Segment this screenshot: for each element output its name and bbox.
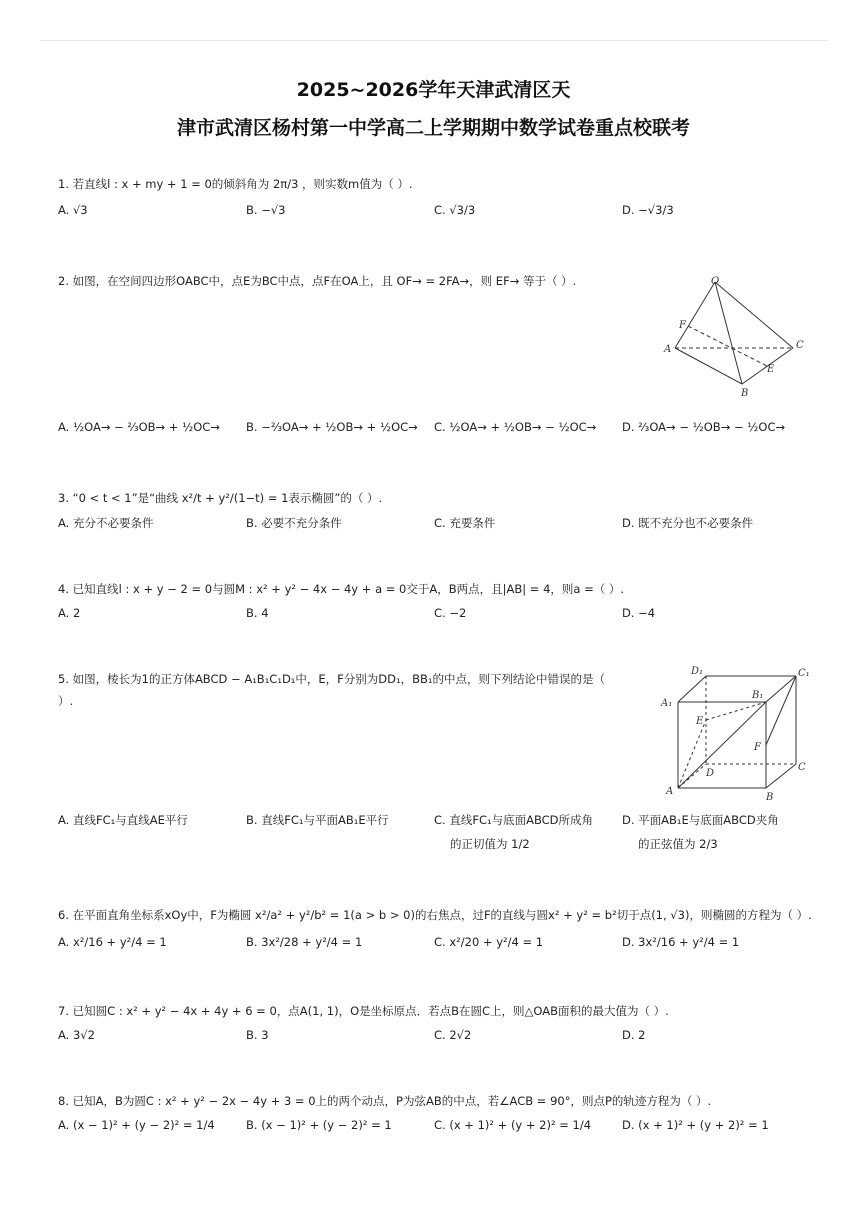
q8-option-b[interactable]: B. (x − 1)² + (y − 2)² = 1 — [246, 1118, 392, 1132]
q8-option-c[interactable]: C. (x + 1)² + (y + 2)² = 1/4 — [434, 1118, 592, 1132]
q2-option-c[interactable]: C. ½OA→ + ½OB→ − ½OC→ — [434, 420, 597, 434]
label-C: C — [798, 762, 806, 773]
question-6: 6. 在平面直角坐标系xOy中，F为椭圆 x²/a² + y²/b² = 1(a > b > 0)的右焦点，过F的直线与圆x² + y² = b²切于点(1, √3)，则椭圆的方程为（ ）. — [58, 908, 812, 922]
question-4: 4. 已知直线l : x + y − 2 = 0与圆M : x² + y² − 4x − 4y + a = 0交于A，B两点，且|AB| = 4，则a =（ ）. — [58, 582, 625, 596]
q5-option-d-line-2: 的正弦值为 2/3 — [638, 837, 718, 851]
q6-option-d[interactable]: D. 3x²/16 + y²/4 = 1 — [622, 935, 740, 949]
label-A: A — [666, 786, 674, 797]
label-F: F — [754, 742, 761, 753]
label-D: D — [706, 768, 715, 779]
q5-option-c[interactable]: C. 直线FC₁与底面ABCD所成角 — [434, 813, 594, 827]
label-C1: C₁ — [798, 668, 810, 679]
question-3: 3. “0 < t < 1”是“曲线 x²/t + y²/(1−t) = 1表示椭圆”的（ ）. — [58, 491, 383, 505]
question-2: 2. 如图，在空间四边形OABC中，点E为BC中点，点F在OA上，且 OF→ = 2FA→，则 EF→ 等于（ ）. — [58, 274, 577, 288]
q2-option-d[interactable]: D. ⅔OA→ − ½OB→ − ½OC→ — [622, 420, 786, 434]
q3-option-d[interactable]: D. 既不充分也不必要条件 — [622, 516, 754, 530]
q3-option-a[interactable]: A. 充分不必要条件 — [58, 516, 154, 530]
question-7: 7. 已知圆C : x² + y² − 4x + 4y + 6 = 0，点A(1, 1)，O是坐标原点．若点B在圆C上，则△OAB面积的最大值为（ ）. — [58, 1004, 669, 1018]
q1-option-b[interactable]: B. −√3 — [246, 203, 286, 217]
label-F: F — [679, 320, 686, 331]
title-line-2: 津市武清区杨村第一中学高二上学期期中数学试卷重点校联考 — [176, 117, 690, 139]
q3-option-b[interactable]: B. 必要不充分条件 — [246, 516, 342, 530]
q6-option-b[interactable]: B. 3x²/28 + y²/4 = 1 — [246, 935, 363, 949]
q8-option-d[interactable]: D. (x + 1)² + (y + 2)² = 1 — [622, 1118, 769, 1132]
q7-option-c[interactable]: C. 2√2 — [434, 1028, 472, 1042]
q5-option-a[interactable]: A. 直线FC₁与直线AE平行 — [58, 813, 188, 827]
label-E: E — [767, 364, 775, 375]
q6-option-a[interactable]: A. x²/16 + y²/4 = 1 — [58, 935, 167, 949]
question-5-line-2: ）. — [58, 694, 74, 708]
q4-option-b[interactable]: B. 4 — [246, 606, 269, 620]
label-B1: B₁ — [752, 690, 764, 701]
q5-option-b[interactable]: B. 直线FC₁与平面AB₁E平行 — [246, 813, 389, 827]
question-1: 1. 若直线l : x + my + 1 = 0的倾斜角为 2π/3 ，则实数m值为（ ）. — [58, 177, 413, 191]
label-A: A — [664, 344, 672, 355]
label-C: C — [796, 340, 804, 351]
q8-option-a[interactable]: A. (x − 1)² + (y − 2)² = 1/4 — [58, 1118, 215, 1132]
q1-option-c[interactable]: C. √3/3 — [434, 203, 476, 217]
q7-option-b[interactable]: B. 3 — [246, 1028, 269, 1042]
q1-option-d[interactable]: D. −√3/3 — [622, 203, 674, 217]
top-rule — [40, 40, 827, 41]
label-D1: D₁ — [691, 666, 704, 677]
question-5-line-1: 5. 如图，棱长为1的正方体ABCD − A₁B₁C₁D₁中，E，F分别为DD₁，BB₁的中点，则下列结论中错误的是（ — [58, 672, 605, 686]
q7-option-a[interactable]: A. 3√2 — [58, 1028, 95, 1042]
q5-option-c-line-2: 的正切值为 1/2 — [450, 837, 530, 851]
q6-option-c[interactable]: C. x²/20 + y²/4 = 1 — [434, 935, 544, 949]
q1-option-a[interactable]: A. √3 — [58, 203, 88, 217]
q5-option-d[interactable]: D. 平面AB₁E与底面ABCD夹角 — [622, 813, 779, 827]
question-8: 8. 已知A，B为圆C : x² + y² − 2x − 4y + 3 = 0上的两个动点，P为弦AB的中点，若∠ACB = 90°，则点P的轨迹方程为（ ）. — [58, 1094, 712, 1108]
label-B: B — [766, 792, 774, 803]
q3-option-c[interactable]: C. 充要条件 — [434, 516, 496, 530]
label-A1: A₁ — [661, 698, 673, 709]
label-B: B — [741, 388, 749, 399]
q7-option-d[interactable]: D. 2 — [622, 1028, 646, 1042]
q4-option-a[interactable]: A. 2 — [58, 606, 81, 620]
title-line-1: 2025~2026学年天津武清区天 — [296, 79, 571, 101]
tetrahedron-figure — [660, 274, 810, 400]
q4-option-c[interactable]: C. −2 — [434, 606, 467, 620]
q4-option-d[interactable]: D. −4 — [622, 606, 656, 620]
label-E: E — [696, 716, 704, 727]
cube-figure — [658, 660, 818, 805]
q2-option-a[interactable]: A. ½OA→ − ⅔OB→ + ½OC→ — [58, 420, 220, 434]
q2-option-b[interactable]: B. −⅔OA→ + ½OB→ + ½OC→ — [246, 420, 418, 434]
label-O: O — [711, 276, 720, 287]
